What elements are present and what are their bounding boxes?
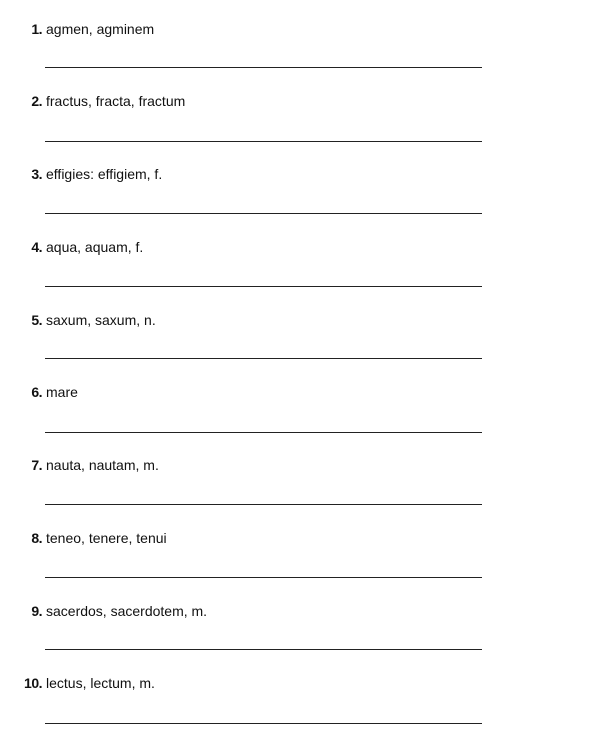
answer-line[interactable] xyxy=(45,504,482,505)
question-prompt: effigies: effigiem, f. xyxy=(46,166,163,182)
question-item-8 xyxy=(0,529,605,601)
question-prompt: nauta, nautam, m. xyxy=(46,457,159,473)
question-item-5 xyxy=(0,311,605,383)
question-item-3 xyxy=(0,165,605,237)
answer-line[interactable] xyxy=(45,649,482,650)
answer-line[interactable] xyxy=(45,141,482,142)
question-prompt: lectus, lectum, m. xyxy=(46,675,155,691)
question-item-1 xyxy=(0,20,605,92)
question-item-4 xyxy=(0,238,605,310)
question-prompt: saxum, saxum, n. xyxy=(46,312,156,328)
question-number: 6. xyxy=(31,384,42,400)
question-prompt: fractus, fracta, fractum xyxy=(46,93,186,109)
answer-line[interactable] xyxy=(45,213,482,214)
question-prompt: teneo, tenere, tenui xyxy=(46,530,167,546)
answer-line[interactable] xyxy=(45,432,482,433)
question-item-2 xyxy=(0,92,605,164)
question-number: 3. xyxy=(31,166,42,182)
question-number: 8. xyxy=(31,530,42,546)
question-prompt: mare xyxy=(46,384,78,400)
answer-line[interactable] xyxy=(45,286,482,287)
question-prompt: agmen, agminem xyxy=(46,21,155,37)
question-item-6 xyxy=(0,383,605,455)
answer-line[interactable] xyxy=(45,67,482,68)
question-item-7 xyxy=(0,456,605,528)
answer-line[interactable] xyxy=(45,577,482,578)
question-number: 5. xyxy=(31,312,42,328)
question-number: 7. xyxy=(31,457,42,473)
answer-line[interactable] xyxy=(45,358,482,359)
question-item-10 xyxy=(0,674,605,746)
question-item-9 xyxy=(0,602,605,674)
question-number: 1. xyxy=(31,21,42,37)
question-number: 4. xyxy=(31,239,42,255)
answer-line[interactable] xyxy=(45,723,482,724)
question-number: 10. xyxy=(24,675,42,691)
question-prompt: aqua, aquam, f. xyxy=(46,239,144,255)
question-number: 9. xyxy=(31,603,42,619)
question-number: 2. xyxy=(31,93,42,109)
question-prompt: sacerdos, sacerdotem, m. xyxy=(46,603,208,619)
